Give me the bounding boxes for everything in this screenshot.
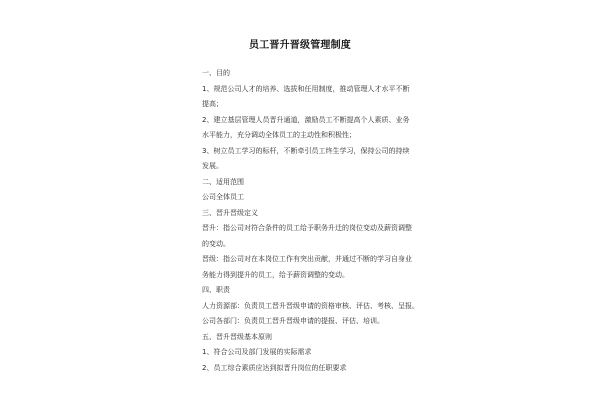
paragraph-line: 公司全体员工 <box>202 193 244 201</box>
paragraph-line: 发展。 <box>202 162 223 170</box>
paragraph-line: 人力资源部：负责员工晋升晋级申请的资格审核、评估、考核、呈报。 <box>202 301 419 310</box>
paragraph-line: 2、建立基层管理人员晋升通道，激励员工不断提高个人素质、业务 <box>202 115 410 124</box>
paragraph-line: 3、树立员工学习的标杆，不断牵引员工终生学习，保持公司的持续 <box>202 146 410 155</box>
paragraph-line: 1、符合公司及部门发展的实际需求 <box>202 348 312 356</box>
section-heading-responsibilities: 四、职责 <box>202 286 230 294</box>
section-heading-principles: 五、晋升晋级基本原则 <box>202 332 272 341</box>
paragraph-line: 提高； <box>202 100 223 108</box>
paragraph-line: 2、员工综合素质应达到拟晋升岗位的任职要求 <box>202 363 347 372</box>
paragraph-line: 水平能力，充分调动全体员工的主动性和积极性； <box>202 131 356 139</box>
document-body <box>202 66 422 376</box>
paragraph-line: 晋升：指公司对符合条件的员工给予职务升迁的岗位变动及薪资调整 <box>202 224 412 232</box>
section-heading-definition: 三、晋升晋级定义 <box>202 208 258 217</box>
paragraph-line: 1、规范公司人才的培养、选拔和任用制度，推动管理人才水平不断 <box>202 84 410 93</box>
paragraph-line: 务能力得到提升的员工，给予薪资调整的变动。 <box>202 270 349 279</box>
paragraph-line: 晋级：指公司对在本岗位工作有突出贡献，并通过不断的学习自身业 <box>202 255 412 263</box>
document-title: 员工晋升晋级管理制度 <box>249 40 351 51</box>
paragraph-line: 的变动。 <box>202 239 230 248</box>
paragraph-line: 公司各部门：负责员工晋升晋级申请的提报、评估、培训。 <box>202 317 384 325</box>
section-heading-purpose: 一、目的 <box>202 69 230 77</box>
section-heading-scope: 二、适用范围 <box>202 177 244 186</box>
